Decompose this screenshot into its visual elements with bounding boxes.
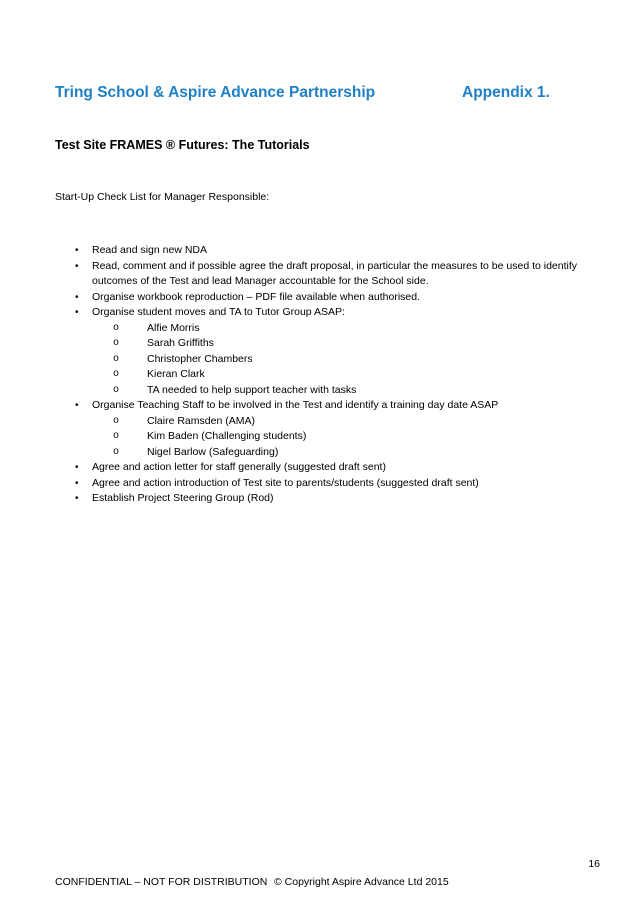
bullet-icon: • [75,291,79,303]
checklist [55,243,600,507]
sublist-item-text: TA needed to help support teacher with tasks [147,383,357,396]
list-item [55,398,600,460]
page-number: 16 [588,858,600,870]
bullet-icon: • [75,260,79,272]
list-item-text: Organise student moves and TA to Tutor Group ASAP: [92,306,345,318]
bullet-icon: • [75,400,79,411]
sublist-item [92,445,600,461]
list-item-text: Read and sign new NDA [92,244,207,256]
sublist-item-text: Sarah Griffiths [147,337,214,349]
document-title: Tring School & Aspire Advance Partnership [55,84,376,101]
sublist-item-text: Alfie Morris [147,321,200,334]
circle-bullet-icon: o [113,384,120,396]
circle-bullet-icon: o [113,415,120,427]
list-item [55,259,600,290]
bullet-icon: • [75,462,79,473]
sublist-item [92,383,600,399]
sublist-item-text: Kieran Clark [147,368,205,380]
teaching-staff-sublist [92,414,600,461]
circle-bullet-icon: o [113,369,120,380]
bullet-icon: • [75,493,79,504]
list-item [55,460,600,476]
appendix-label: Appendix 1. [462,84,550,101]
list-item [55,290,600,306]
circle-bullet-icon: o [113,353,120,365]
title-row [55,84,595,106]
list-item-text: Organise Teaching Staff to be involved in the Test and identify a training day date ASAP [92,399,499,411]
circle-bullet-icon: o [113,338,120,349]
circle-bullet-icon: o [113,322,120,334]
list-item-text: Organise workbook reproduction – PDF file available when authorised. [92,290,421,303]
sublist-item-text: Christopher Chambers [147,352,253,365]
student-moves-sublist [92,321,600,399]
list-item [55,305,600,398]
list-item [55,476,600,492]
sublist-item [92,414,600,430]
intro-text: Start-Up Check List for Manager Responsible: [55,191,270,203]
list-item-text: Read, comment and if possible agree the draft proposal, in particular the measures to be used to identify outcomes of the Test and lead Manager accountable for the School side. [92,259,578,287]
bullet-icon: • [75,245,79,256]
circle-bullet-icon: o [113,431,120,442]
circle-bullet-icon: o [113,446,120,458]
bullet-icon: • [75,477,79,489]
list-item-text: Agree and action introduction of Test site to parents/students (suggested draft sent) [92,476,479,489]
list-item [55,491,600,507]
sublist-item [92,336,600,352]
sublist-item-text: Nigel Barlow (Safeguarding) [147,445,279,458]
list-item [55,243,600,259]
confidential-notice: CONFIDENTIAL – NOT FOR DISTRIBUTION [55,876,268,888]
copyright-notice: © Copyright Aspire Advance Ltd 2015 [274,876,449,888]
document-subtitle: Test Site FRAMES ® Futures: The Tutorials [55,138,310,152]
sublist-item [92,321,600,337]
list-item-text: Establish Project Steering Group (Rod) [92,492,274,504]
sublist-item [92,367,600,383]
sublist-item [92,429,600,445]
sublist-item-text: Kim Baden (Challenging students) [147,430,307,442]
list-item-text: Agree and action letter for staff generally (suggested draft sent) [92,461,386,473]
sublist-item [92,352,600,368]
bullet-icon: • [75,307,79,318]
sublist-item-text: Claire Ramsden (AMA) [147,414,255,427]
